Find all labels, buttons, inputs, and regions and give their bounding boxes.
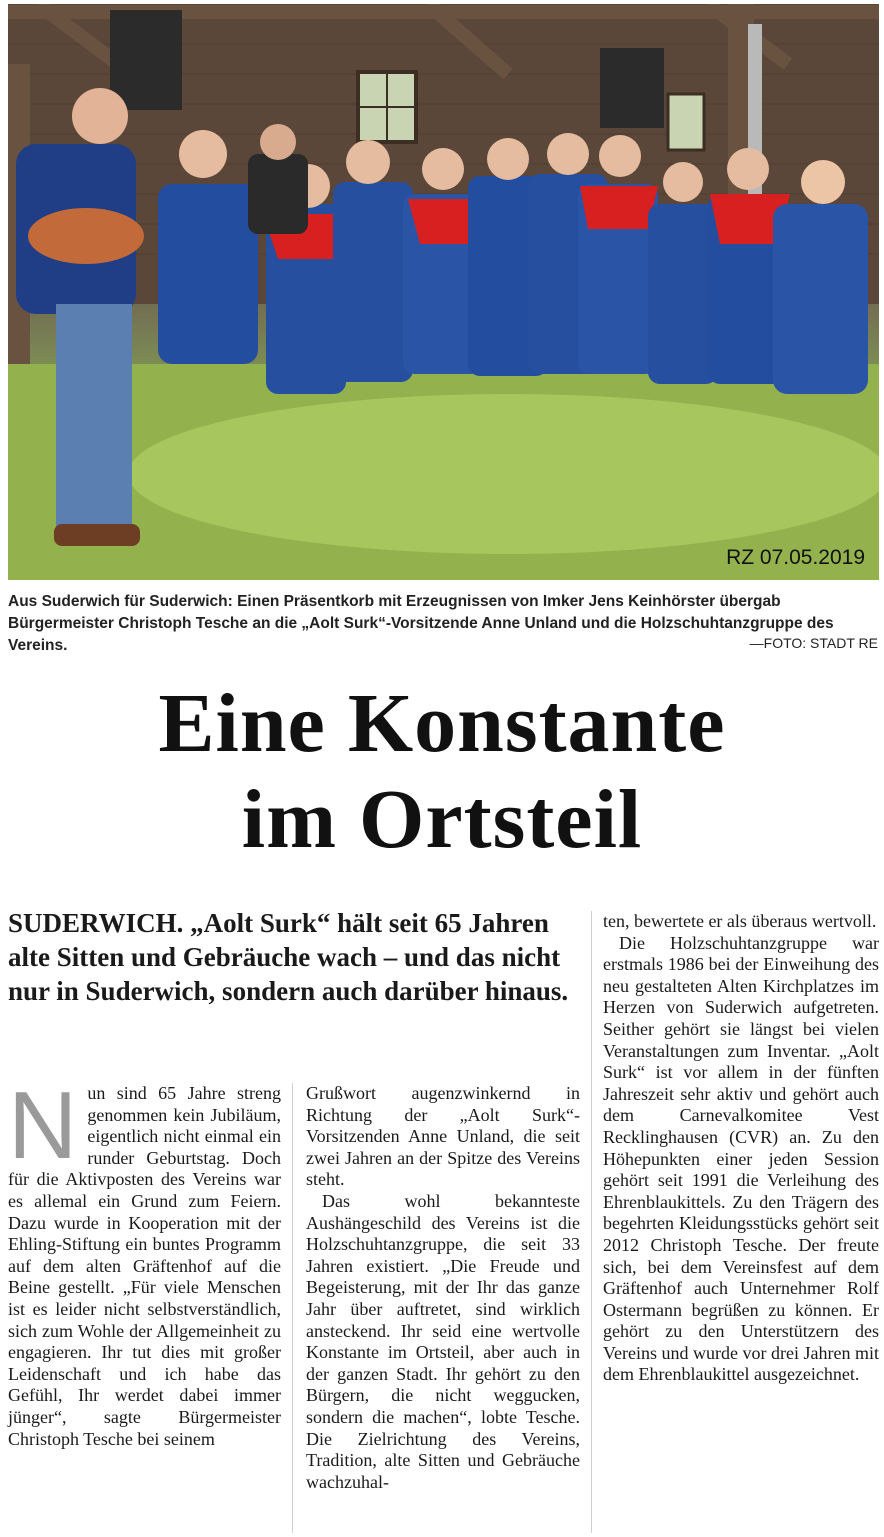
column-2-paragraph-1: Grußwort augenzwinkernd in Richtung der „Aolt Surk“-Vorsitzenden Anne Unland, die seit zwei Jahren an der Spitze des Vereins steht. [306, 1083, 580, 1190]
column-3-paragraph-1: ten, bewertete er als überaus wertvoll. [603, 911, 877, 931]
lead-paragraph: SUDERWICH. „Aolt Surk“ hält seit 65 Jahren alte Sitten und Gebräuche wach – und das nicht nur in Suderwich, sondern auch darüber hinaus. [8, 908, 569, 1006]
column-2-paragraph-2: Das wohl bekannteste Aushängeschild des Vereins ist die Holzschuhtanzgruppe, die seit 33 Jahren existiert. „Die Freude und Begeisterung, mit der Ihr das ganze Jahr über auftretet, sind wirklich ansteckend. Ihr seid eine wertvolle Konstante im Ortsteil, aber auch in der ganzen Stadt. Ihr gehört zu den Bürgern, die nicht weggucken, sondern die machen“, lobte Tesche. Die Zielrichtung des Vereins, Tradition, alte Sitten und Gebräuche wachzuhal- [306, 1190, 580, 1492]
group-photo [8, 4, 879, 580]
photo-date-stamp: RZ 07.05.2019 [726, 546, 865, 569]
article-column-3 [603, 911, 879, 1386]
photo-credit: —FOTO: STADT RE [749, 635, 878, 651]
headline-line-2: im Ortsteil [241, 773, 643, 866]
photo-caption: Aus Suderwich für Suderwich: Einen Präsentkorb mit Erzeugnissen von Imker Jens Keinhörster übergab Bürgermeister Christoph Tesche an die „Aolt Surk“-Vorsitzende Anne Unland und die Holzschuhtanzgruppe des Vereins. [8, 593, 834, 654]
headline-line-1: Eine Konstante [158, 677, 726, 770]
article-column-1 [8, 1072, 281, 1450]
headline [0, 676, 884, 868]
column-rule [292, 1083, 293, 1533]
photo-illustration [8, 4, 879, 580]
column-1-paragraph: un sind 65 Jahre streng genommen kein Jubiläum, eigentlich nicht einmal ein runder Geburtstag. Doch für die Aktivposten des Vereins war es allemal ein Grund zum Feiern. Dazu wurde in Kooperation mit der Ehling-Stiftung ein buntes Programm auf dem alten Gräftenhof auf die Beine gestellt. „Für viele Menschen ist es leider nicht selbstverständlich, sich zum Wohle der Allgemeinheit zu engagieren. Ihr tut dies mit großer Leidenschaft und ich habe das Gefühl, Ihr werdet dabei immer jünger“, sagte Bürgermeister Christoph Tesche bei seinem [8, 1083, 281, 1449]
article-column-2 [306, 1083, 580, 1493]
drop-cap: N [8, 1072, 78, 1179]
column-rule [591, 911, 592, 1533]
column-3-paragraph-2: Die Holzschuhtanzgruppe war erstmals 1986 bei der Einweihung des neu gestalteten Alten Kirchplatzes im Herzen von Suderwich aufgetreten. Seither gehört sie längst bei vielen Veranstaltungen zum Inventar. „Aolt Surk“ ist vor allem in der fünften Jahreszeit sehr aktiv und gehört auch dem Carnevalkomitee Vest Recklinghausen (CVR) an. Zu den Höhepunkten einer jeden Session gehört seit 1991 die Verleihung des Ehrenblaukittels. Zu den Trägern des begehrten Kleidungsstücks gehört seit 2012 Christoph Tesche. Der freute sich, bei dem Vereinsfest auf dem Gräftenhof auch Unternehmer Rolf Ostermann begrüßen zu können. Er gehört zu den Unterstützern des Vereins und wurde vor drei Jahren mit dem Ehrenblaukittel ausgezeichnet. [603, 932, 879, 1385]
